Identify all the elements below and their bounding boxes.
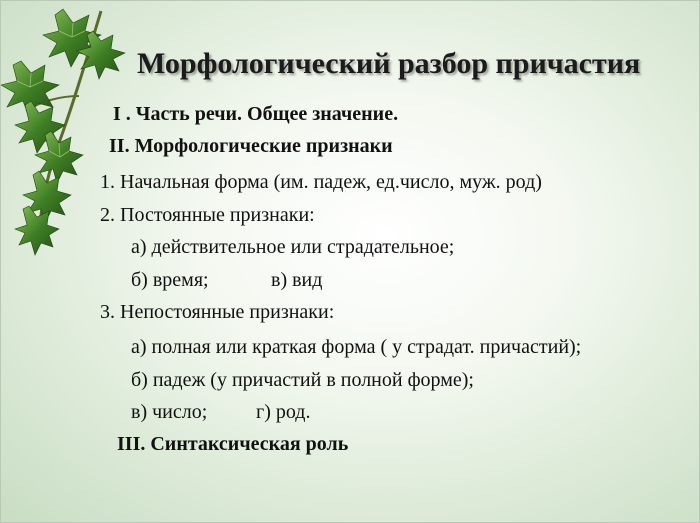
slide-title: Морфологический разбор причастия: [137, 47, 641, 80]
item-aspect: в) вид: [271, 269, 323, 291]
section-syntactic-role: III. Синтаксическая роль: [117, 433, 349, 455]
item-active-passive: а) действительное или страдательное;: [131, 236, 455, 258]
item-number: в) число;: [131, 401, 208, 423]
item-tense: б) время;: [131, 269, 209, 291]
item-gender: г) род.: [256, 401, 311, 423]
section-morphological-features: II. Морфологические признаки: [109, 135, 393, 157]
item-constant-features: 2. Постоянные признаки:: [100, 204, 315, 226]
section-part-of-speech: I . Часть речи. Общее значение.: [113, 103, 399, 125]
item-case: б) падеж (у причастий в полной форме);: [131, 369, 474, 391]
item-variable-features: 3. Непостоянные признаки:: [100, 301, 335, 323]
item-initial-form: 1. Начальная форма (им. падеж, ед.число, муж. род): [100, 171, 542, 193]
item-full-short-form: а) полная или краткая форма ( у страдат. причастий);: [131, 336, 582, 358]
